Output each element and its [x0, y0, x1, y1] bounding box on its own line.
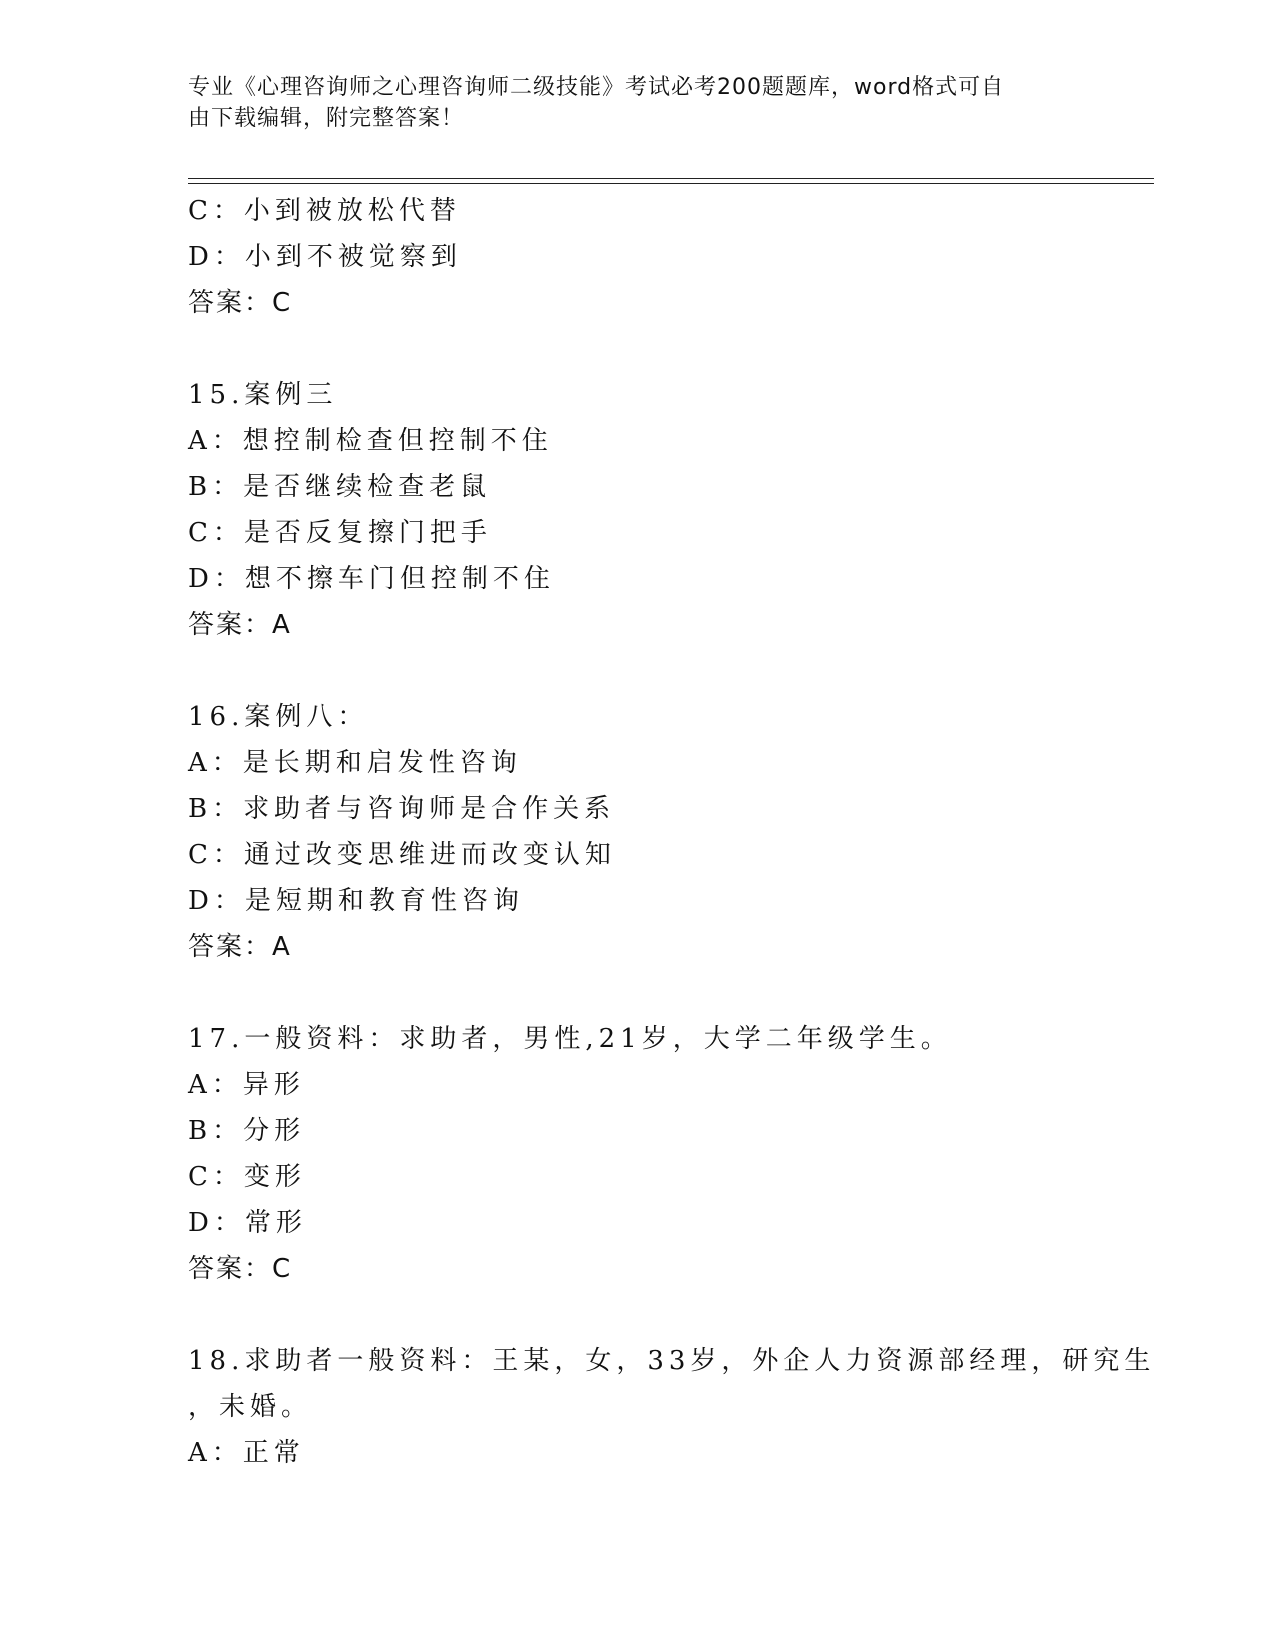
option-d: D：想不擦车门但控制不住: [188, 564, 555, 594]
spacer: [188, 970, 1108, 1016]
question-title: 17.一般资料：求助者，男性,21岁，大学二年级学生。: [188, 1024, 952, 1054]
header-divider-top: [188, 178, 1154, 179]
spacer: [188, 326, 1108, 372]
option-d: D：是短期和教育性咨询: [188, 886, 524, 916]
question-15: [188, 372, 1108, 648]
header-line-1: 专业《心理咨询师之心理咨询师二级技能》考试必考200题题库，word格式可自: [188, 75, 1005, 100]
option-c: C：变形: [188, 1162, 306, 1192]
option-a: A：想控制检查但控制不住: [188, 426, 553, 456]
answer-line: 答案：C: [188, 288, 293, 318]
question-title: 18.求助者一般资料：王某，女，33岁，外企人力资源部经理，研究生: [188, 1346, 1156, 1376]
question-17: [188, 1016, 1108, 1292]
option-a: A：正常: [188, 1438, 305, 1468]
spacer: [188, 648, 1108, 694]
question-title: 16.案例八：: [188, 702, 369, 732]
answer-line: 答案：C: [188, 1254, 293, 1284]
question-title: 15.案例三: [188, 380, 338, 410]
question-18: [188, 1338, 1156, 1476]
option-b: B：是否继续检查老鼠: [188, 472, 492, 502]
option-b: B：分形: [188, 1116, 306, 1146]
document-header: [188, 72, 1068, 134]
option-b: B：求助者与咨询师是合作关系: [188, 794, 616, 824]
option-d: D：常形: [188, 1208, 307, 1238]
question-list: [188, 188, 1156, 1476]
option-a: A：异形: [188, 1070, 305, 1100]
option-c: C：通过改变思维进而改变认知: [188, 840, 616, 870]
question-title-continued: ，未婚。: [188, 1392, 313, 1422]
header-line-2: 由下载编辑，附完整答案！: [188, 106, 465, 131]
spacer: [188, 1292, 1108, 1338]
answer-line: 答案：A: [188, 610, 292, 640]
option-d: D：小到不被觉察到: [188, 242, 462, 272]
option-c: C：小到被放松代替: [188, 196, 461, 226]
header-divider-bottom: [188, 183, 1154, 184]
answer-line: 答案：A: [188, 932, 292, 962]
option-c: C：是否反复擦门把手: [188, 518, 492, 548]
question-16: [188, 694, 1108, 970]
question-prev: [188, 188, 1108, 326]
option-a: A：是长期和启发性咨询: [188, 748, 522, 778]
